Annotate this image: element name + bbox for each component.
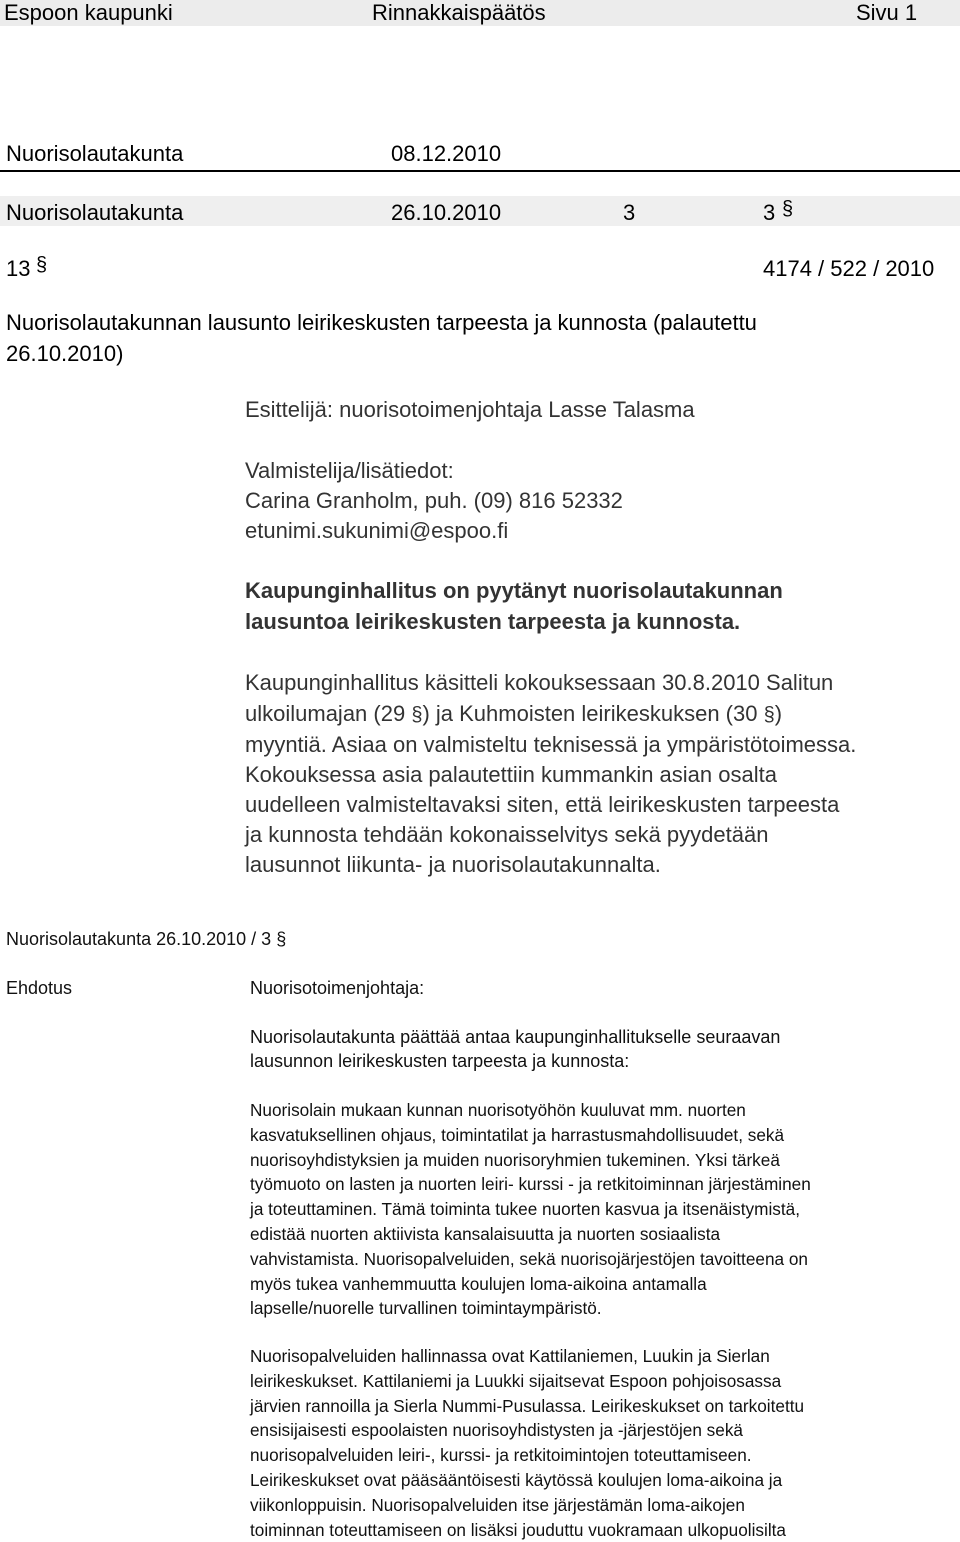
section-symbol-icon: § [782,198,794,220]
previous-meeting-date: 26.10.2010 [391,200,502,225]
paragraph-line: nuorisopalveluiden leiri-, kurssi- ja retkitoimintojen toteuttamiseen. [250,1445,752,1466]
background-line6: ja kunnosta tehdään kokonaisselvitys sekä pyydetään [245,822,769,847]
meeting-body: Nuorisolautakunta [6,141,184,166]
paragraph-line: nuorisoyhdistyksien ja muiden nuorisoryhmien tukeminen. Yksi tärkeä [250,1149,780,1170]
previous-meeting-col1: 3 [623,200,636,225]
proposal-label: Ehdotus [6,978,73,998]
paragraph-line: työmuoto on lasten ja nuorten leiri- kurssi - ja retkitoiminnan järjestäminen [250,1174,811,1195]
item-number: 13 [6,256,31,281]
preparer-name-phone: Carina Granholm, puh. (09) 816 52332 [245,488,623,513]
paragraph-line: viikonloppuisin. Nuorisopalveluiden itse järjestämän loma-aikojen [250,1494,745,1515]
item-title-line2: 26.10.2010) [6,341,124,366]
paragraph-line: ja toteuttaminen. Tämä toiminta tukee nuorten kasvua ja itsenäistymistä, [250,1199,800,1220]
background-line4: Kokouksessa asia palautettiin kummankin asian osalta [245,762,777,787]
paragraph-line: Nuorisopalveluiden hallinnassa ovat Kattilaniemen, Luukin ja Sierlan [250,1346,770,1366]
proposal-paragraph-1 [250,1098,950,1321]
paragraph-line: leirikeskukset. Kattilaniemi ja Luukki sijaitsevat Espoon pohjoisosassa [250,1370,782,1391]
background-line2-part1: ulkoilumajan (29 [245,701,412,726]
preparer-email: etunimi.sukunimi@espoo.fi [245,518,509,543]
section-symbol-icon: § [411,704,423,726]
item-title-line1: Nuorisolautakunnan lausunto leirikeskusten tarpeesta ja kunnosta (palautettu [6,310,757,335]
section-symbol-icon: § [763,704,775,726]
paragraph-line: edistää nuorten aktiivista kansalaisuutta ja nuorten sosiaalista [250,1223,721,1244]
paragraph-line: toiminnan toteuttamiseen on lisäksi jouduttu vuokramaan ulkopuolisilta [250,1519,786,1540]
presenter: Esittelijä: nuorisotoimenjohtaja Lasse Talasma [245,397,695,422]
section-symbol-icon: § [36,254,48,276]
paragraph-line: myös tukea vanhemmuutta koulujen loma-aikoina antamalla [250,1273,707,1294]
header-city: Espoon kaupunki [4,0,173,25]
paragraph-line: vahvistamista. Nuorisopalveluiden, sekä nuorisojärjestöjen tavoitteena on [250,1248,808,1269]
background-line3: myyntiä. Asiaa on valmisteltu teknisessä ja ympäristötoimessa. [245,732,857,757]
paragraph-line: lapselle/nuorelle turvallinen toimintaympäristö. [250,1298,602,1319]
previous-reference-text: Nuorisolautakunta 26.10.2010 / 3 [6,929,272,949]
background-line2-part2: ) ja Kuhmoisten leirikeskuksen (30 [422,701,764,726]
background-line7: lausunnot liikunta- ja nuorisolautakunnalta. [245,852,661,877]
meeting-divider [0,170,960,172]
preparer-label: Valmistelija/lisätiedot: [245,458,454,483]
previous-meeting-col2: 3 [763,200,776,225]
paragraph-line: Leirikeskukset ovat pääsääntöisesti käytössä koulujen loma-aikoina ja [250,1469,783,1490]
request-line2: lausuntoa leirikeskusten tarpeesta ja kunnosta. [245,609,741,634]
background-line2 [245,701,782,727]
proposal-by: Nuorisotoimenjohtaja: [250,978,425,998]
paragraph-line: ensisijaisesti espoolaisten nuorisoyhdistysten ja -järjestöjen sekä [250,1420,743,1441]
previous-reference [6,929,286,950]
paragraph-line: järvien rannoilla ja Sierla Nummi-Pusulassa. Leirikeskukset on tarkoitettu [250,1395,805,1416]
proposal-intro-line2: lausunnon leirikeskusten tarpeesta ja kunnosta: [250,1051,630,1071]
proposal-paragraph-2 [250,1344,950,1542]
previous-meeting-body: Nuorisolautakunta [6,200,184,225]
background-line1: Kaupunginhallitus käsitteli kokouksessaan 30.8.2010 Salitun [245,670,834,695]
meeting-date: 08.12.2010 [391,141,502,166]
background-line2-part3: ) [774,701,783,726]
request-line1: Kaupunginhallitus on pyytänyt nuorisolautakunnan [245,578,783,603]
background-line5: uudelleen valmisteltavaksi siten, että leirikeskusten tarpeesta [245,792,840,817]
proposal-intro-line1: Nuorisolautakunta päättää antaa kaupunginhallitukselle seuraavan [250,1027,781,1047]
header-doc-type: Rinnakkaispäätös [372,0,546,25]
header-page-number: Sivu 1 [856,0,918,25]
paragraph-line: kasvatuksellinen ohjaus, toimintatilat ja harrastusmahdollisuudet, sekä [250,1124,785,1145]
paragraph-line: Nuorisolain mukaan kunnan nuorisotyöhön kuuluvat mm. nuorten [250,1100,746,1120]
section-symbol-icon: § [276,929,287,949]
item-diary-number: 4174 / 522 / 2010 [763,256,935,281]
